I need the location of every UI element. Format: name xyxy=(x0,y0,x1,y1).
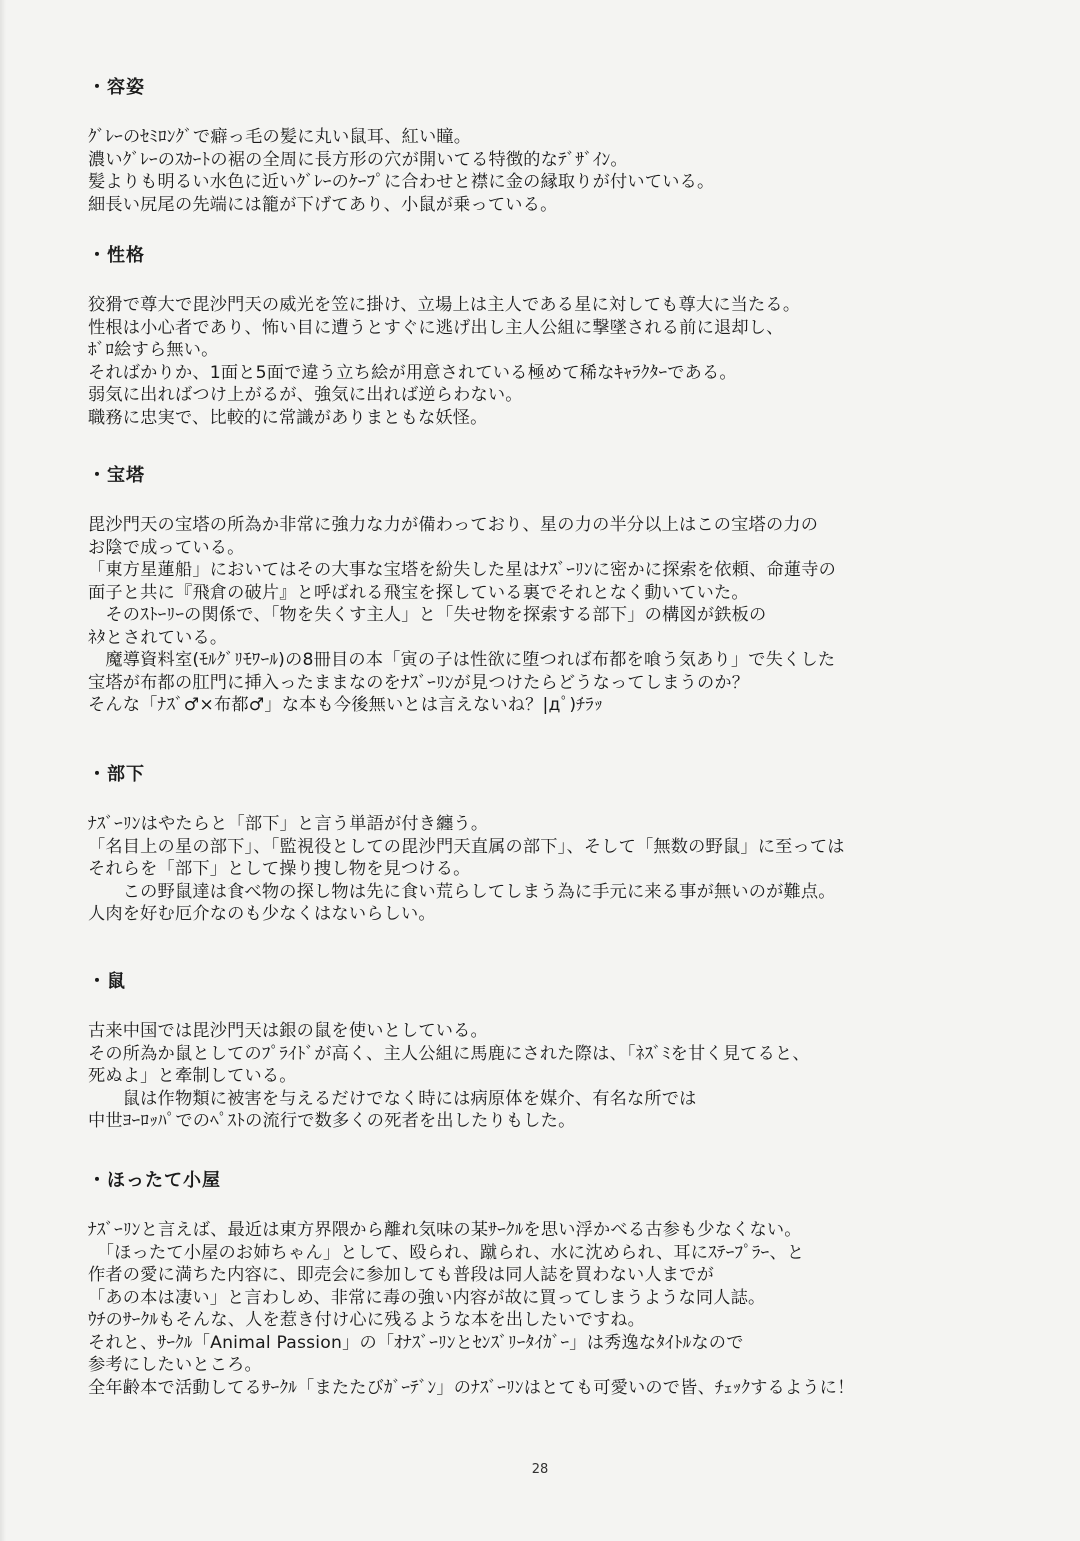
text-line: ﾅｽﾞｰﾘﾝと言えば、最近は東方界隈から離れ気味の某ｻｰｸﾙを思い浮かべる古参も少なくない。 xyxy=(88,1220,802,1240)
page-binding-shadow xyxy=(0,0,6,1541)
text-line: それと、ｻｰｸﾙ「Animal Passion」の「ｵﾅｽﾞｰﾘﾝとｾﾝｽﾞﾘｰﾀｲｶﾞｰ」は秀逸なﾀｲﾄﾙなので xyxy=(88,1332,744,1353)
text-line: ｳﾁのｻｰｸﾙもそんな、人を惹き付け心に残るような本を出したいですね。 xyxy=(88,1310,646,1330)
section-body xyxy=(88,1020,1028,1133)
text-line: 面子と共に『飛倉の破片』と呼ばれる飛宝を探している裏でそれとなく動いていた。 xyxy=(88,582,749,603)
text-line: 死ぬよ」と牽制している。 xyxy=(88,1066,297,1086)
section-heading: ・性格 xyxy=(88,245,145,266)
text-line: 人肉を好む厄介なのも少なくはないらしい。 xyxy=(88,904,436,924)
text-line: 魔導資料室(ﾓﾙｸﾞﾘﾓﾜｰﾙ)の8冊目の本「寅の子は性欲に堕つれば布都を喰う気あり」で失くした xyxy=(88,650,836,670)
text-line: 「ほったて小屋のお姉ちゃん」として、殴られ、蹴られ、水に沈められ、耳にｽﾃｰﾌﾟﾗｰ、と xyxy=(88,1242,805,1263)
text-line: その所為か鼠としてのﾌﾟﾗｲﾄﾞが高く、主人公組に馬鹿にされた際は、「ﾈｽﾞﾐを甘く見てると、 xyxy=(88,1043,810,1064)
section-pagoda xyxy=(88,463,1028,717)
text-line: 「東方星蓮船」においてはその大事な宝塔を紛失した星はﾅｽﾞｰﾘﾝに密かに探索を依頼、命蓮寺の xyxy=(88,560,837,580)
text-line: 「あの本は凄い」と言わしめ、非常に毒の強い内容が故に買ってしまうような同人誌。 xyxy=(88,1287,766,1308)
text-line: 中世ﾖｰﾛｯﾊﾟでのﾍﾟｽﾄの流行で数多くの死者を出したりもした。 xyxy=(88,1111,576,1131)
text-line: ｸﾞﾚｰのｾﾐﾛﾝｸﾞで癖っ毛の髪に丸い鼠耳、紅い瞳。 xyxy=(88,127,472,147)
section-hottate-goya xyxy=(88,1168,1028,1399)
text-line: 全年齢本で活動してるｻｰｸﾙ「またたびｶﾞｰﾃﾞﾝ」のﾅｽﾞｰﾘﾝはとても可愛いので皆、ﾁｪｯｸするように！ xyxy=(88,1377,855,1398)
text-line: ﾅｽﾞｰﾘﾝはやたらと「部下」と言う単語が付き纏う。 xyxy=(88,814,489,834)
text-line: そのｽﾄｰﾘｰの関係で、「物を失くす主人」と「失せ物を探索する部下」の構図が鉄板の xyxy=(88,605,767,625)
page-number: 28 xyxy=(531,1462,549,1477)
section-body xyxy=(88,813,1028,926)
text-line: 宝塔が布都の肛門に挿入ったままなのをﾅｽﾞｰﾘﾝが見つけたらどうなってしまうのか？ xyxy=(88,672,750,693)
section-personality xyxy=(88,243,1028,429)
section-heading: ・宝塔 xyxy=(88,465,145,486)
text-line: 濃いｸﾞﾚｰのｽｶｰﾄの裾の全周に長方形の穴が開いてる特徴的なﾃﾞｻﾞｲﾝ。 xyxy=(88,149,628,170)
text-line: 髪よりも明るい水色に近いｸﾞﾚｰのｹｰﾌﾟに合わせと襟に金の縁取りが付いている。 xyxy=(88,172,715,192)
section-body xyxy=(88,294,1028,429)
text-line: それらを「部下」として操り捜し物を見つける。 xyxy=(88,859,471,879)
text-line: 性根は小心者であり、怖い目に遭うとすぐに逃げ出し主人公組に撃墜される前に退却し、 xyxy=(88,317,784,338)
text-line: 「名目上の星の部下」、「監視役としての毘沙門天直属の部下」、そして「無数の野鼠」に至っては xyxy=(88,836,845,857)
text-line: 弱気に出ればつけ上がるが、強気に出れば逆らわない。 xyxy=(88,385,523,405)
section-body xyxy=(88,126,1028,216)
section-heading: ・容姿 xyxy=(88,77,145,98)
text-line: そんな「ﾅｽﾞ♂×布都♂」な本も今後無いとは言えないね？|дﾟ)ﾁﾗｯ xyxy=(88,695,603,715)
text-line: この野鼠達は食べ物の探し物は先に食い荒らしてしまう為に手元に来る事が無いのが難点。 xyxy=(88,881,836,902)
text-line: 参考にしたいところ。 xyxy=(88,1355,262,1375)
section-mouse xyxy=(88,969,1028,1133)
text-line: 細長い尻尾の先端には籠が下げてあり、小鼠が乗っている。 xyxy=(88,194,558,215)
text-line: 狡猾で尊大で毘沙門天の威光を笠に掛け、立場上は主人である星に対しても尊大に当たる。 xyxy=(88,295,801,315)
section-heading: ・部下 xyxy=(88,764,145,785)
text-line: 鼠は作物類に被害を与えるだけでなく時には病原体を媒介、有名な所では xyxy=(88,1088,697,1109)
text-line: ﾎﾞﾛ絵すら無い。 xyxy=(88,340,219,360)
section-heading: ・ほったて小屋 xyxy=(88,1170,221,1191)
text-line: 毘沙門天の宝塔の所為か非常に強力な力が備わっており、星の力の半分以上はこの宝塔の力の xyxy=(88,515,819,535)
section-appearance xyxy=(88,75,1028,216)
section-body xyxy=(88,1219,1028,1399)
text-line: 古来中国では毘沙門天は銀の鼠を使いとしている。 xyxy=(88,1021,488,1041)
section-body xyxy=(88,514,1028,717)
text-line: ﾈﾀとされている。 xyxy=(88,627,228,648)
text-line: お陰で成っている。 xyxy=(88,537,245,558)
text-line: 職務に忠実で、比較的に常識がありまともな妖怪。 xyxy=(88,407,488,428)
text-line: 作者の愛に満ちた内容に、即売会に参加しても普段は同人誌を買わない人までが xyxy=(88,1265,714,1285)
text-line: そればかりか、1面と5面で違う立ち絵が用意されている極めて稀なｷｬﾗｸﾀｰである。 xyxy=(88,362,737,383)
section-heading: ・鼠 xyxy=(88,971,126,992)
section-subordinates xyxy=(88,762,1028,926)
